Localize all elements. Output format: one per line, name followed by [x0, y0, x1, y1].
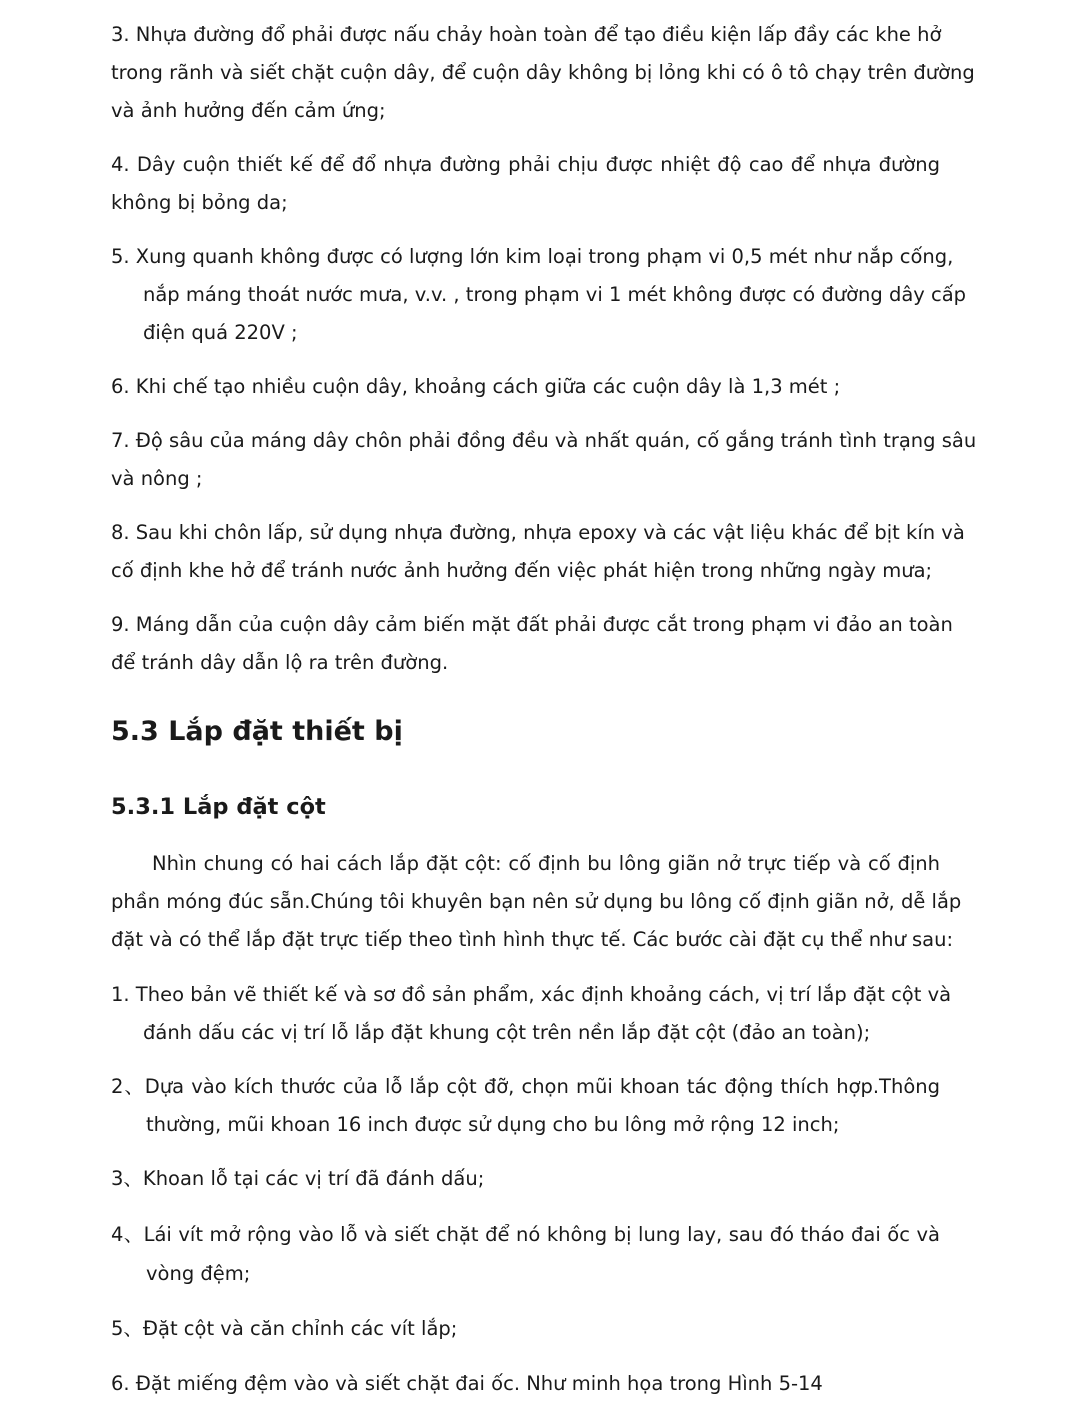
- step-5-line-1: 5、Đặt cột và căn chỉnh các vít lắp;: [111, 1317, 458, 1340]
- subsection-heading: 5.3.1 Lắp đặt cột: [111, 794, 326, 820]
- step-2-line-2: thường, mũi khoan 16 inch được sử dụng cho bu lông mở rộng 12 inch;: [146, 1113, 840, 1136]
- list-a-item-5-line-1: 5. Xung quanh không được có lượng lớn kim loại trong phạm vi 0,5 mét như nắp cống,: [111, 245, 954, 268]
- list-a-item-5-line-3: điện quá 220V ;: [143, 321, 298, 344]
- list-a-item-7-line-1: 7. Độ sâu của máng dây chôn phải đồng đều và nhất quán, cố gắng tránh tình trạng sâu: [111, 429, 977, 452]
- list-a-item-4-line-2: không bị bỏng da;: [111, 191, 288, 214]
- step-4-line-1: 4、Lái vít mở rộng vào lỗ và siết chặt để nó không bị lung lay, sau đó tháo đai ốc và: [111, 1223, 940, 1246]
- list-a-item-4-line-1: 4. Dây cuộn thiết kế để đổ nhựa đường phải chịu được nhiệt độ cao để nhựa đường: [111, 153, 940, 176]
- list-a-item-9-line-2: để tránh dây dẫn lộ ra trên đường.: [111, 651, 449, 674]
- list-a-item-6-line-1: 6. Khi chế tạo nhiều cuộn dây, khoảng cách giữa các cuộn dây là 1,3 mét ;: [111, 375, 841, 398]
- step-1-line-2: đánh dấu các vị trí lỗ lắp đặt khung cột trên nền lắp đặt cột (đảo an toàn);: [143, 1021, 871, 1044]
- step-1-line-1: 1. Theo bản vẽ thiết kế và sơ đồ sản phẩm, xác định khoảng cách, vị trí lắp đặt cột và: [111, 983, 952, 1006]
- step-2-line-1: 2、Dựa vào kích thước của lỗ lắp cột đỡ, chọn mũi khoan tác động thích hợp.Thông: [111, 1075, 940, 1098]
- list-a-item-3-line-3: và ảnh hưởng đến cảm ứng;: [111, 99, 386, 122]
- list-a-item-5-line-2: nắp máng thoát nước mưa, v.v. , trong phạm vi 1 mét không được có đường dây cấp: [143, 283, 967, 306]
- step-6-line-1: 6. Đặt miếng đệm vào và siết chặt đai ốc. Như minh họa trong Hình 5-14: [111, 1372, 823, 1395]
- intro-line-2: phần móng đúc sẵn.Chúng tôi khuyên bạn nên sử dụng bu lông cố định giãn nở, dễ lắp: [111, 890, 962, 913]
- section-heading: 5.3 Lắp đặt thiết bị: [111, 716, 403, 747]
- step-4-line-2: vòng đệm;: [146, 1262, 251, 1285]
- list-a-item-8-line-1: 8. Sau khi chôn lấp, sử dụng nhựa đường, nhựa epoxy và các vật liệu khác để bịt kín và: [111, 521, 965, 544]
- step-3-line-1: 3、Khoan lỗ tại các vị trí đã đánh dấu;: [111, 1167, 485, 1190]
- intro-line-3: đặt và có thể lắp đặt trực tiếp theo tình hình thực tế. Các bước cài đặt cụ thể như sau:: [111, 928, 954, 951]
- list-a-item-9-line-1: 9. Máng dẫn của cuộn dây cảm biến mặt đất phải được cắt trong phạm vi đảo an toàn: [111, 613, 953, 636]
- list-a-item-3-line-2: trong rãnh và siết chặt cuộn dây, để cuộn dây không bị lỏng khi có ô tô chạy trên đường: [111, 61, 975, 84]
- list-a-item-8-line-2: cố định khe hở để tránh nước ảnh hưởng đến việc phát hiện trong những ngày mưa;: [111, 559, 933, 582]
- list-a-item-7-line-2: và nông ;: [111, 467, 203, 490]
- intro-line-1: Nhìn chung có hai cách lắp đặt cột: cố định bu lông giãn nở trực tiếp và cố định: [152, 852, 940, 875]
- list-a-item-3-line-1: 3. Nhựa đường đổ phải được nấu chảy hoàn toàn để tạo điều kiện lấp đầy các khe hở: [111, 23, 942, 46]
